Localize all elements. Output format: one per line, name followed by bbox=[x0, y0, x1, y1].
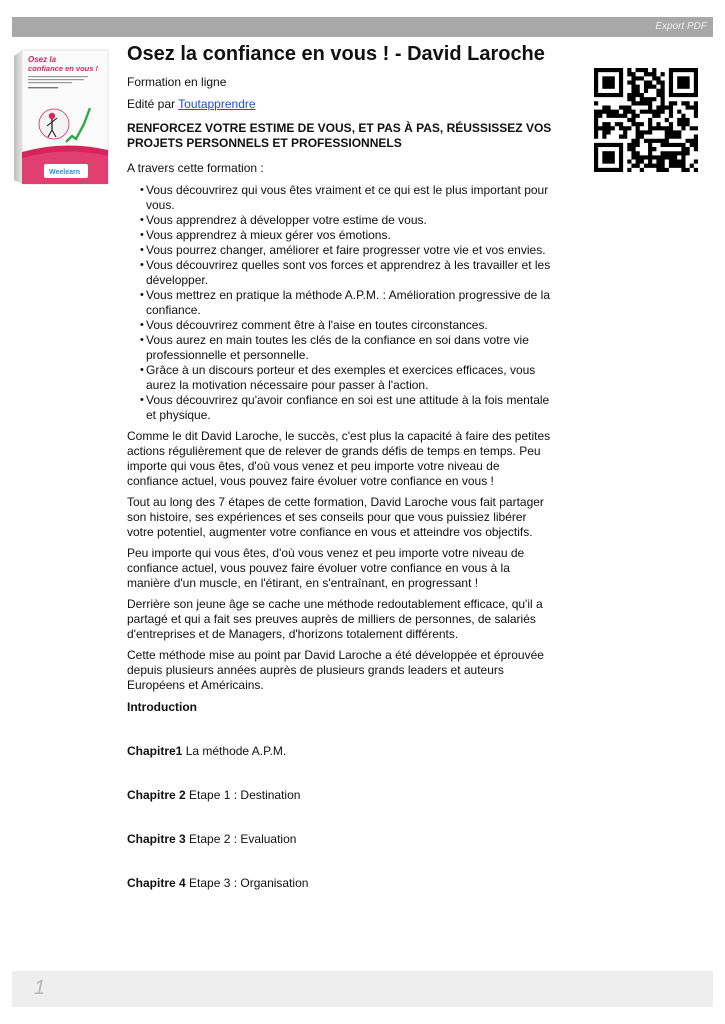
intro-text: A travers cette formation : bbox=[127, 161, 264, 175]
chapter-title: Etape 2 : Evaluation bbox=[189, 832, 297, 846]
paragraph: Peu importe qui vous êtes, d'où vous venez et peu importe votre niveau de confiance actuel, vous pouvez faire évoluer votre confiance en vous à la manière d'un muscle, en l'étirant, en s'entraînant, en progressant ! bbox=[127, 546, 525, 590]
cover-title-line2: confiance en vous ! bbox=[28, 64, 99, 73]
format-label: Formation en ligne bbox=[127, 75, 227, 89]
chapter-label: Chapitre 4 bbox=[127, 876, 186, 890]
list-item: • Vous aurez en main toutes les clés de la confiance en soi dans votre vie professionnelle et personnelle. bbox=[127, 333, 552, 363]
section-introduction: Introduction bbox=[127, 700, 197, 714]
chapter-entry bbox=[127, 788, 552, 803]
publisher-link[interactable]: Toutapprendre bbox=[178, 97, 256, 111]
list-item: • Vous pourrez changer, améliorer et faire progresser votre vie et vos envies. bbox=[127, 243, 552, 258]
page-number: 1 bbox=[34, 977, 46, 999]
list-item: • Vous apprendrez à développer votre estime de vous. bbox=[127, 213, 552, 228]
paragraph: Cette méthode mise au point par David Laroche a été développée et éprouvée depuis plusieurs années auprès de plusieurs grands leaders et auteurs Européens et Américains. bbox=[127, 648, 544, 692]
chapter-title: Etape 1 : Destination bbox=[189, 788, 301, 802]
chapter-entry bbox=[127, 876, 552, 891]
paragraph: Tout au long des 7 étapes de cette formation, David Laroche vous fait partager son histoire, ses expériences et ses conseils pour que vous puissiez libérer votre potentiel, augmenter votre confiance en vous et atteindre vos objectifs. bbox=[127, 495, 544, 539]
export-pdf-label: Export PDF bbox=[655, 21, 707, 32]
chapter-entry bbox=[127, 744, 552, 759]
headline: RENFORCEZ VOTRE ESTIME DE VOUS, ET PAS À PAS, RÉUSSISSEZ VOS PROJETS PERSONNELS ET PROFESSIONNELS bbox=[127, 121, 552, 150]
list-item: • Vous découvrirez quelles sont vos forces et apprendrez à les travailler et les développer. bbox=[127, 258, 552, 288]
publisher-line bbox=[127, 97, 552, 112]
list-item: • Vous découvrirez qui vous êtes vraiment et ce qui est le plus important pour vous. bbox=[127, 183, 552, 213]
product-cover-image bbox=[14, 46, 110, 186]
list-item: • Vous mettrez en pratique la méthode A.P.M. : Amélioration progressive de la confiance. bbox=[127, 288, 552, 318]
list-item: • Grâce à un discours porteur et des exemples et exercices efficaces, vous aurez la motivation nécessaire pour passer à l'action. bbox=[127, 363, 552, 393]
page-title: Osez la confiance en vous ! - David Laroche bbox=[127, 43, 545, 65]
chapter-title: La méthode A.P.M. bbox=[185, 744, 287, 758]
publisher-prefix: Edité par bbox=[127, 97, 176, 111]
top-bar bbox=[12, 17, 713, 37]
list-item: • Vous apprendrez à mieux gérer vos émotions. bbox=[127, 228, 552, 243]
chapter-label: Chapitre 3 bbox=[127, 832, 186, 846]
document-body bbox=[127, 42, 552, 891]
cover-brand: Weelearn bbox=[49, 169, 80, 176]
chapter-label: Chapitre 2 bbox=[127, 788, 186, 802]
list-item: • Vous découvrirez qu'avoir confiance en soi est une attitude à la fois mentale et physique. bbox=[127, 393, 552, 423]
chapter-title: Etape 3 : Organisation bbox=[189, 876, 309, 890]
paragraph: Comme le dit David Laroche, le succès, c'est plus la capacité à faire des petites actions régulièrement que de relever de grands défis de temps en temps. Peu importe qui vous êtes, d'où vous venez et peu importe votre niveau de confiance actuel, vous pouvez faire évoluer votre confiance en vous ! bbox=[127, 429, 551, 488]
benefits-list bbox=[127, 183, 552, 423]
chapter-label: Chapitre1 bbox=[127, 744, 183, 758]
qr-code bbox=[594, 68, 698, 172]
cover-title-line1: Osez la bbox=[28, 55, 57, 64]
chapter-entry bbox=[127, 832, 552, 847]
paragraph: Derrière son jeune âge se cache une méthode redoutablement efficace, qu'il a partagé et qui a fait ses preuves auprès de milliers de personnes, de salariés d'entreprises et de Managers, d'horizons totalement différents. bbox=[127, 597, 543, 641]
footer-bar bbox=[12, 971, 713, 1007]
list-item: • Vous découvrirez comment être à l'aise en toutes circonstances. bbox=[127, 318, 552, 333]
